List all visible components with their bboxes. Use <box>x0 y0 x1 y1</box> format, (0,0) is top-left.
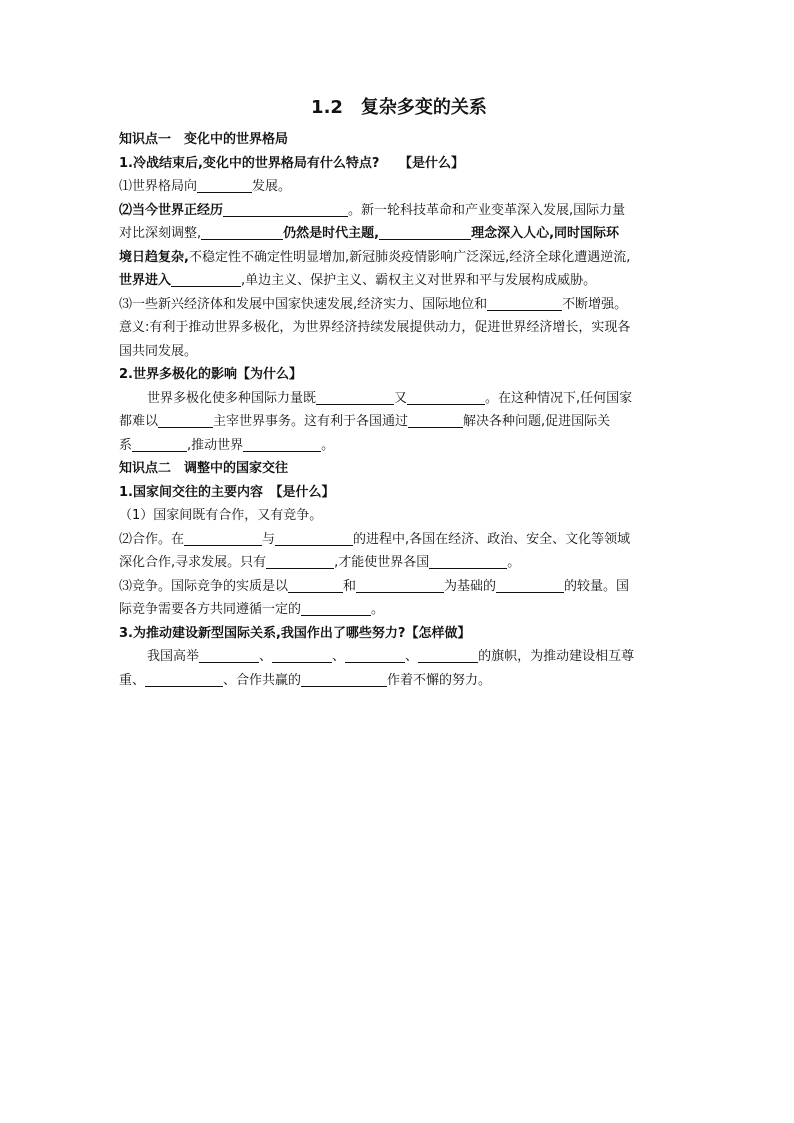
text: 与 <box>262 531 276 547</box>
blank-line <box>316 390 394 405</box>
text: 又 <box>394 390 408 406</box>
paragraph-line <box>119 528 679 552</box>
blank-line <box>158 413 213 428</box>
text: 作着不懈的努力。 <box>387 672 492 688</box>
text: 际竞争需要各方共同遵循一定的 <box>119 602 302 617</box>
text: 、 <box>259 649 273 664</box>
blank-line <box>301 672 387 687</box>
text: 仍然是时代主题, <box>283 226 380 241</box>
blank-line <box>379 225 471 240</box>
paragraph-line <box>119 575 679 599</box>
text: 发展。 <box>252 179 292 194</box>
blank-line <box>288 578 343 593</box>
paragraph-line <box>119 598 679 622</box>
text: 世界多极化使多种国际力量既 <box>147 390 317 406</box>
blank-line <box>487 296 562 311</box>
text: ⑵合作。在 <box>119 531 185 547</box>
text: 的进程中,各国在经济、政治、安全、文化等领域 <box>353 531 631 547</box>
paragraph-line <box>119 222 679 246</box>
text: 和 <box>343 578 357 594</box>
paragraph-line <box>119 387 679 411</box>
question-2-3-title: 3.为推动建设新型国际关系,我国作出了哪些努力?【怎样做】 <box>119 625 471 641</box>
question-2-1-title: 1.国家间交往的主要内容 【是什么】 <box>119 484 335 500</box>
paragraph-line <box>119 246 679 270</box>
text: 。在这种情况下,任何国家 <box>485 390 633 406</box>
blank-line <box>223 202 348 217</box>
blank-line <box>272 648 332 663</box>
blank-line <box>171 272 241 287</box>
text: ,推动世界 <box>187 437 244 453</box>
paragraph-line <box>119 269 679 293</box>
question-1-1-title: 1.冷战结束后,变化中的世界格局有什么特点? 【是什么】 <box>119 155 464 171</box>
text: 世界进入 <box>119 273 172 288</box>
text: 。 <box>321 437 335 453</box>
text: 。 <box>371 602 385 617</box>
blank-line <box>408 413 463 428</box>
text: ⑶一些新兴经济体和发展中国家快速发展,经济实力、国际地位和 <box>119 296 488 312</box>
text: 解决各种问题,促进国际关 <box>463 414 611 429</box>
blank-line <box>132 437 187 452</box>
text: 境日趋复杂, <box>119 249 189 265</box>
blank-line <box>266 554 334 569</box>
blank-line <box>418 648 478 663</box>
text: 都难以 <box>119 414 159 429</box>
section-heading-1: 知识点一 变化中的世界格局 <box>119 132 289 147</box>
text: 的旗帜，为推动建设相互尊 <box>478 649 635 664</box>
text: ⑶竞争。国际竞争的实质是以 <box>119 578 289 594</box>
paragraph-line <box>119 645 679 669</box>
blank-line <box>199 648 259 663</box>
text: 对比深刻调整, <box>119 226 202 241</box>
paragraph-line <box>119 669 679 693</box>
paragraph-line <box>119 410 679 434</box>
question-1-2-title: 2.世界多极化的影响【为什么】 <box>119 367 302 382</box>
paragraph-line: 意义:有利于推动世界多极化，为世界经济持续发展提供动力，促进世界经济增长，实现各 <box>119 320 631 335</box>
document-page <box>119 88 679 692</box>
text: 、 <box>332 649 346 664</box>
text: 不稳定性不确定性明显增加,新冠肺炎疫情影响广泛深远,经济全球化遭遇逆流, <box>188 249 631 265</box>
text: 我国高举 <box>147 649 200 664</box>
text: 重、 <box>119 672 146 688</box>
text: ,单边主义、保护主义、霸权主义对世界和平与发展构成威胁。 <box>241 273 597 288</box>
paragraph-line: 国共同发展。 <box>119 343 198 359</box>
text: 主宰世界事务。这有利于各国通过 <box>213 414 409 429</box>
blank-line <box>356 578 444 593</box>
text: 。新一轮科技革命和产业变革深入发展,国际力量 <box>348 202 626 218</box>
text: 、合作共赢的 <box>223 672 302 688</box>
text: 理念深入人心,同时国际环 <box>471 226 620 241</box>
text: 系 <box>119 437 133 453</box>
blank-line <box>145 672 223 687</box>
blank-line <box>201 225 283 240</box>
text: 不断增强。 <box>562 296 628 312</box>
page-title: 1.2 复杂多变的关系 <box>311 97 487 118</box>
blank-line <box>184 531 262 546</box>
text: 为基础的 <box>444 578 497 594</box>
paragraph-line <box>119 199 679 223</box>
blank-line <box>275 531 353 546</box>
text: 、 <box>405 649 419 664</box>
blank-line <box>197 178 252 193</box>
paragraph-line <box>119 551 679 575</box>
blank-line <box>243 437 321 452</box>
section-heading-2: 知识点二 调整中的国家交往 <box>119 461 289 476</box>
paragraph-line <box>119 175 679 199</box>
blank-line <box>407 390 485 405</box>
blank-line <box>429 554 507 569</box>
blank-line <box>496 578 564 593</box>
text: ,才能使世界各国 <box>334 555 430 570</box>
text: ⑴世界格局向 <box>119 179 198 194</box>
blank-line <box>345 648 405 663</box>
text: 的较量。国 <box>564 578 630 594</box>
text: 。 <box>507 555 521 570</box>
paragraph-line: （1）国家间既有合作，又有竞争。 <box>119 508 323 523</box>
paragraph-line <box>119 434 679 458</box>
paragraph-line <box>119 293 679 317</box>
text: 深化合作,寻求发展。只有 <box>119 555 267 570</box>
blank-line <box>301 601 371 616</box>
text: ⑵当今世界正经历 <box>119 202 224 218</box>
